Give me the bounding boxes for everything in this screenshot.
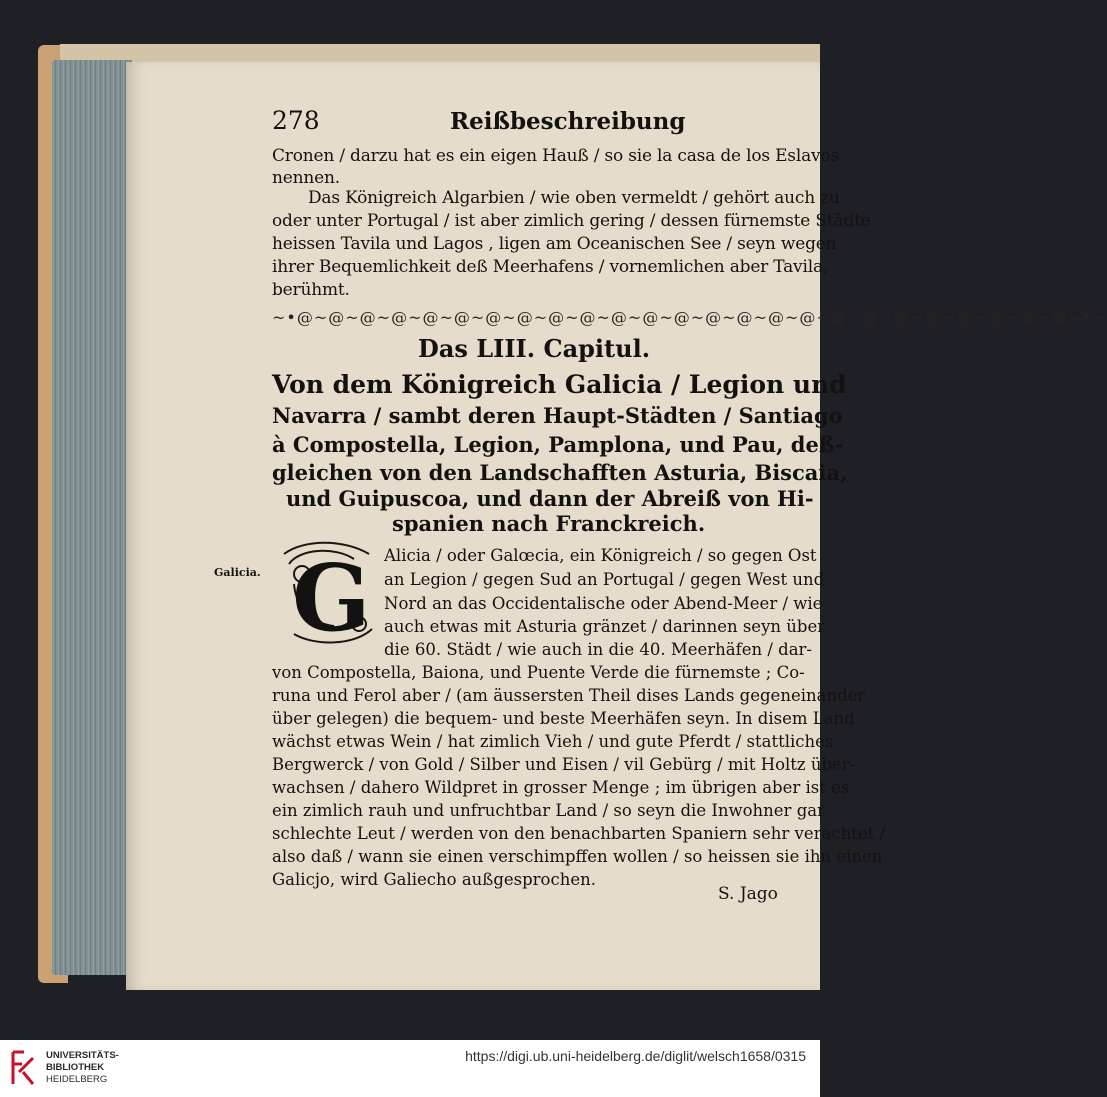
page-block-edges	[52, 60, 132, 975]
text-line: über gelegen) die bequem- und beste Meerhäfen seyn. In disem Land	[272, 709, 855, 728]
text-line: ihrer Bequemlichkeit deß Meerhafens / vornemlichen aber Tavila,	[272, 257, 829, 277]
text-line: heissen Tavila und Lagos , ligen am Oceanischen See / seyn wegen	[272, 234, 837, 254]
text-line: also daß / wann sie einen verschimpffen wollen / so heissen sie ihn einen	[272, 847, 883, 866]
chapter-heading: Das LIII. Capitul.	[418, 334, 651, 363]
text-line: schlechte Leut / werden von den benachbarten Spaniern sehr verachtet /	[272, 824, 886, 843]
text-line: Galicjo, wird Galiecho außgesprochen.	[272, 870, 596, 889]
text-line: wächst etwas Wein / hat zimlich Vieh / und gute Pferdt / stattliches	[272, 732, 834, 751]
catchword: S. Jago	[718, 884, 778, 904]
text-line: an Legion / gegen Sud an Portugal / gegen West und	[384, 570, 825, 589]
library-name: UNIVERSITÄTS- BIBLIOTHEK HEIDELBERG	[46, 1050, 119, 1085]
running-title: Reißbeschreibung	[450, 108, 686, 135]
library-logo-icon	[10, 1048, 36, 1088]
heading-line: gleichen von den Landschafften Asturia, Biscaia,	[272, 460, 848, 485]
text-line: oder unter Portugal / ist aber zimlich gering / dessen fürnemste Städte	[272, 211, 871, 231]
heading-line: Navarra / sambt deren Haupt-Städten / Santiago	[272, 403, 843, 428]
text-line: runa und Ferol aber / (am äussersten Theil dises Lands gegeneinander	[272, 686, 866, 705]
heading-line: à Compostella, Legion, Pamplona, und Pau, deß-	[272, 432, 844, 457]
text-line: Das Königreich Algarbien / wie oben vermeldt / gehört auch zu	[308, 188, 840, 208]
text-line: Nord an das Occidentalische oder Abend-Meer / wie	[384, 594, 823, 613]
text-line: auch etwas mit Asturia gränzet / darinnen seyn über	[384, 617, 826, 636]
text-line: Cronen / darzu hat es ein eigen Hauß / so sie la casa de los Eslavos	[272, 146, 839, 166]
text-line: ein zimlich rauh und unfruchtbar Land / so seyn die Inwohner gar	[272, 801, 825, 820]
text-line: Alicia / oder Galœcia, ein Königreich / so gegen Ost	[384, 546, 817, 565]
heading-line: Von dem Königreich Galicia / Legion und	[272, 370, 847, 399]
heading-line: und Guipuscoa, und dann der Abreiß von Hi-	[286, 486, 814, 511]
decorated-initial-g	[274, 534, 384, 650]
svg-text:G: G	[292, 544, 371, 652]
ornamental-divider: ~•@~@~@~@~@~@~@~@~@~@~@~@~@~@~@~@~@~@~@~@~@~@~@~@~@~•~	[272, 308, 1107, 327]
text-line: berühmt.	[272, 280, 350, 300]
text-line: von Compostella, Baiona, und Puente Verde die fürnemste ; Co-	[272, 663, 805, 682]
text-line: nennen.	[272, 168, 340, 188]
margin-note: Galicia.	[214, 566, 261, 579]
text-line: wachsen / dahero Wildpret in grosser Menge ; im übrigen aber ist es	[272, 778, 850, 797]
text-line: Bergwerck / von Gold / Silber und Eisen / vil Gebürg / mit Holtz über-	[272, 755, 856, 774]
page-url-link[interactable]: https://digi.ub.uni-heidelberg.de/diglit/welsch1658/0315	[465, 1048, 806, 1064]
text-line: die 60. Städt / wie auch in die 40. Meerhäfen / dar-	[384, 640, 813, 659]
page-number: 278	[272, 106, 320, 135]
heading-line: spanien nach Franckreich.	[392, 511, 706, 536]
